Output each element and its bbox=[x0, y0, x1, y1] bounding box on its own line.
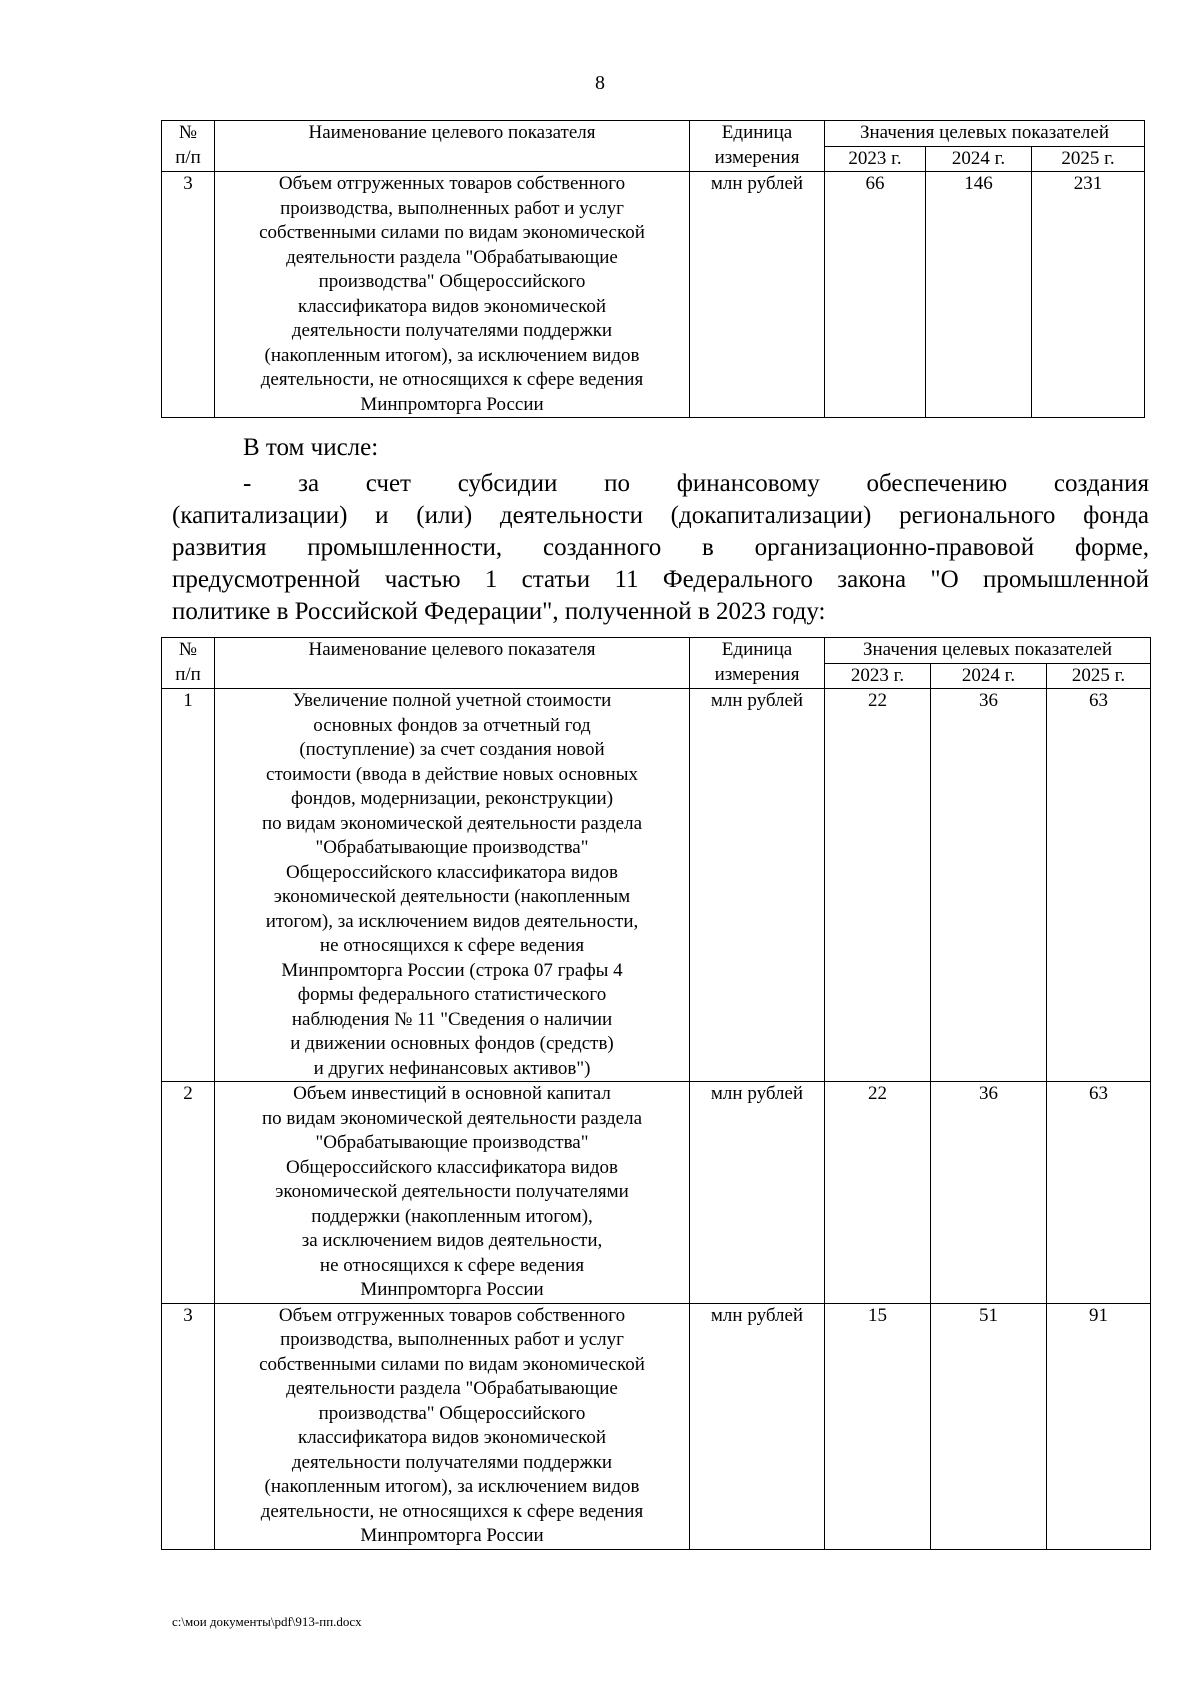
row-name: Увеличение полной учетной стоимости основных фондов за отчетный год (поступление) за счет создания новой стоимости (ввода в действие новых основных фондов, модернизации, реконструкции) по видам экономической деятельности раздела "Обрабатывающие производства" Общероссийского классификатора видов экономической деятельности (накопленным итогом), за исключением видов деятельности, не относящихся к сфере ведения Минпромторга России (строка 07 графы 4 формы федерального статистического наблюдения № 11 "Сведения о наличии и движении основных фондов (средств) и других нефинансовых активов") bbox=[215, 689, 690, 1082]
paragraph-line: (капитализации) и (или) деятельности (докапитализации) регионального фонда bbox=[172, 502, 1149, 529]
indicators-table-2 bbox=[161, 637, 1151, 1550]
row-unit: млн рублей bbox=[690, 689, 825, 1082]
row-num: 2 bbox=[162, 1082, 215, 1304]
header-name: Наименование целевого показателя bbox=[215, 121, 690, 172]
intro-text: В том числе: bbox=[243, 434, 379, 461]
header-2023: 2023 г. bbox=[825, 146, 926, 172]
row-value-2024: 36 bbox=[931, 689, 1047, 1082]
row-name: Объем инвестиций в основной капитал по видам экономической деятельности раздела "Обрабатывающие производства" Общероссийского классификатора видов экономической деятельности получателями поддержки (накопленным итогом), за исключением видов деятельности, не относящихся к сфере ведения Минпромторга России bbox=[215, 1082, 690, 1304]
paragraph-line: предусмотренной частью 1 статьи 11 Федерального закона "О промышленной bbox=[172, 566, 1149, 593]
row-unit: млн рублей bbox=[690, 1303, 825, 1549]
row-value-2025: 231 bbox=[1032, 172, 1145, 418]
header-unit: Единица измерения bbox=[690, 121, 825, 172]
row-unit: млн рублей bbox=[690, 1082, 825, 1304]
row-value-2025: 63 bbox=[1047, 689, 1151, 1082]
row-unit: млн рублей bbox=[690, 172, 825, 418]
row-value-2024: 36 bbox=[931, 1082, 1047, 1304]
table-row bbox=[162, 1303, 1151, 1549]
row-value-2024: 146 bbox=[926, 172, 1032, 418]
row-name: Объем отгруженных товаров собственного производства, выполненных работ и услуг собственными силами по видам экономической деятельности раздела "Обрабатывающие производства" Общероссийского классификатора видов экономической деятельности получателями поддержки (накопленным итогом), за исключением видов деятельности, не относящихся к сфере ведения Минпромторга России bbox=[215, 1303, 690, 1549]
row-value-2023: 15 bbox=[825, 1303, 931, 1549]
header-values: Значения целевых показателей bbox=[825, 121, 1145, 147]
header-unit: Единица измерения bbox=[690, 638, 825, 689]
header-values: Значения целевых показателей bbox=[825, 638, 1151, 664]
row-value-2023: 22 bbox=[825, 689, 931, 1082]
paragraph-line: развития промышленности, созданного в организационно-правовой форме, bbox=[172, 534, 1149, 561]
table-row bbox=[162, 1082, 1151, 1304]
row-value-2024: 51 bbox=[931, 1303, 1047, 1549]
header-2025: 2025 г. bbox=[1032, 146, 1145, 172]
table-row bbox=[162, 172, 1145, 418]
row-name: Объем отгруженных товаров собственного производства, выполненных работ и услуг собственными силами по видам экономической деятельности раздела "Обрабатывающие производства" Общероссийского классификатора видов экономической деятельности получателями поддержки (накопленным итогом), за исключением видов деятельности, не относящихся к сфере ведения Минпромторга России bbox=[215, 172, 690, 418]
header-2025: 2025 г. bbox=[1047, 663, 1151, 689]
header-num: № п/п bbox=[162, 121, 215, 172]
file-path-footer: c:\мои документы\pdf\913-пп.docx bbox=[172, 1614, 362, 1629]
row-num: 1 bbox=[162, 689, 215, 1082]
row-num: 3 bbox=[162, 172, 215, 418]
header-2023: 2023 г. bbox=[825, 663, 931, 689]
header-2024: 2024 г. bbox=[926, 146, 1032, 172]
row-value-2025: 91 bbox=[1047, 1303, 1151, 1549]
row-value-2023: 66 bbox=[825, 172, 926, 418]
paragraph-line: политике в Российской Федерации", полученной в 2023 году: bbox=[172, 598, 826, 625]
paragraph-line: - за счет субсидии по финансовому обеспечению создания bbox=[243, 470, 1149, 497]
paragraph bbox=[172, 468, 1149, 628]
indicators-table-1 bbox=[161, 120, 1145, 418]
header-num: № п/п bbox=[162, 638, 215, 689]
row-num: 3 bbox=[162, 1303, 215, 1549]
row-value-2023: 22 bbox=[825, 1082, 931, 1304]
table-row bbox=[162, 689, 1151, 1082]
page-number: 8 bbox=[595, 72, 605, 94]
row-value-2025: 63 bbox=[1047, 1082, 1151, 1304]
header-name: Наименование целевого показателя bbox=[215, 638, 690, 689]
header-2024: 2024 г. bbox=[931, 663, 1047, 689]
